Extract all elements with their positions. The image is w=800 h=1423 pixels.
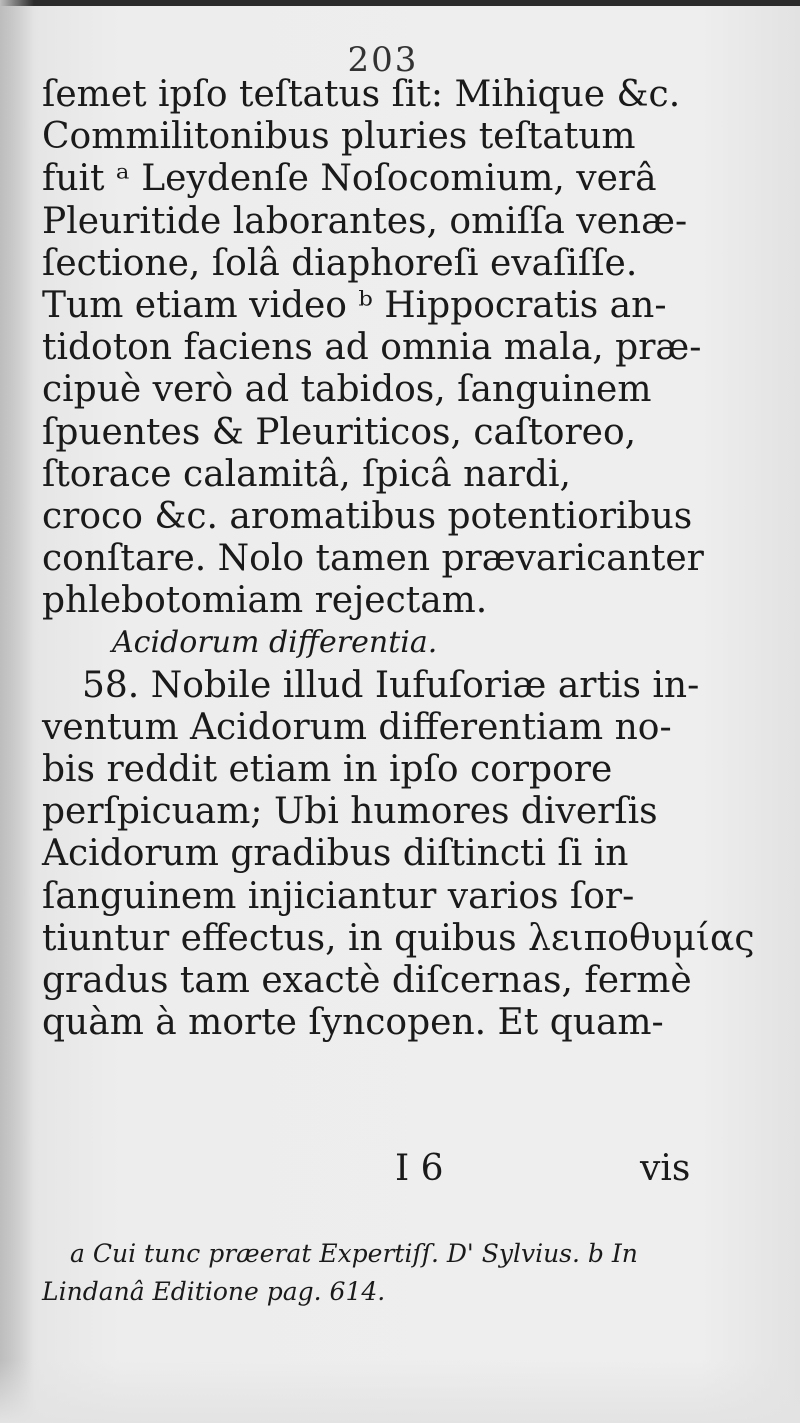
footnote-line: Lindanâ Editione pag. 614. [42, 1277, 386, 1306]
page-bottom-shadow [0, 1360, 800, 1423]
text-line: tidoton faciens ad omnia mala, præ- [42, 327, 702, 369]
text-line: perſpicuam; Ubi humores diverſis [42, 791, 658, 833]
text-line: cipuè verò ad tabidos, ſanguinem [42, 369, 652, 411]
text-line: tiuntur effectus, in quibus λειποθυμίας [42, 917, 755, 959]
text-line: 58. Nobile illud Iufuſoriæ artis in- [82, 664, 700, 706]
text-line: Commilitonibus pluries teſtatum [42, 116, 636, 158]
text-line: ſpuentes & Pleuriticos, caſtoreo, [42, 411, 637, 453]
text-line: gradus tam exactè diſcernas, fermè [42, 959, 692, 1001]
text-line: Tum etiam video ᵇ Hippocratis an- [42, 284, 667, 326]
text-line: ſectione, ſolâ diaphoreſi evaſiſſe. [42, 242, 638, 284]
page-top-edge [0, 0, 800, 6]
text-line: croco &c. aromatibus potentioribus [42, 495, 693, 537]
catchword: vis [640, 1148, 691, 1189]
text-line: ſemet ipſo teſtatus ſit: Mihique &c. [42, 74, 681, 115]
body-text [42, 74, 755, 1044]
text-line: ſanguinem injiciantur varios ſor- [42, 875, 635, 917]
section-heading: Acidorum differentia. [112, 625, 438, 661]
text-line: Pleuritide laborantes, omiſſa venæ- [42, 200, 688, 242]
page-number: 203 [347, 40, 419, 80]
text-line: fuit ᵃ Leydenſe Noſocomium, verâ [42, 158, 657, 200]
text-line: ventum Acidorum differentiam no- [42, 706, 672, 748]
binding-shadow [0, 0, 34, 1423]
text-line: ſtorace calamitâ, ſpicâ nardi, [42, 453, 571, 495]
text-line: Acidorum gradibus diſtincti ſi in [42, 833, 629, 875]
footnote-line: a Cui tunc præerat Expertiſſ. D' Sylvius. b In [70, 1239, 638, 1268]
text-line: quàm à morte ſyncopen. Et quam- [42, 1002, 664, 1044]
text-line: phlebotomiam rejectam. [42, 580, 488, 622]
text-line: bis reddit etiam in ipſo corpore [42, 749, 613, 790]
footnotes [42, 1235, 782, 1311]
signature-mark: I 6 [395, 1148, 444, 1189]
text-line: conſtare. Nolo tamen prævaricanter [42, 538, 704, 580]
